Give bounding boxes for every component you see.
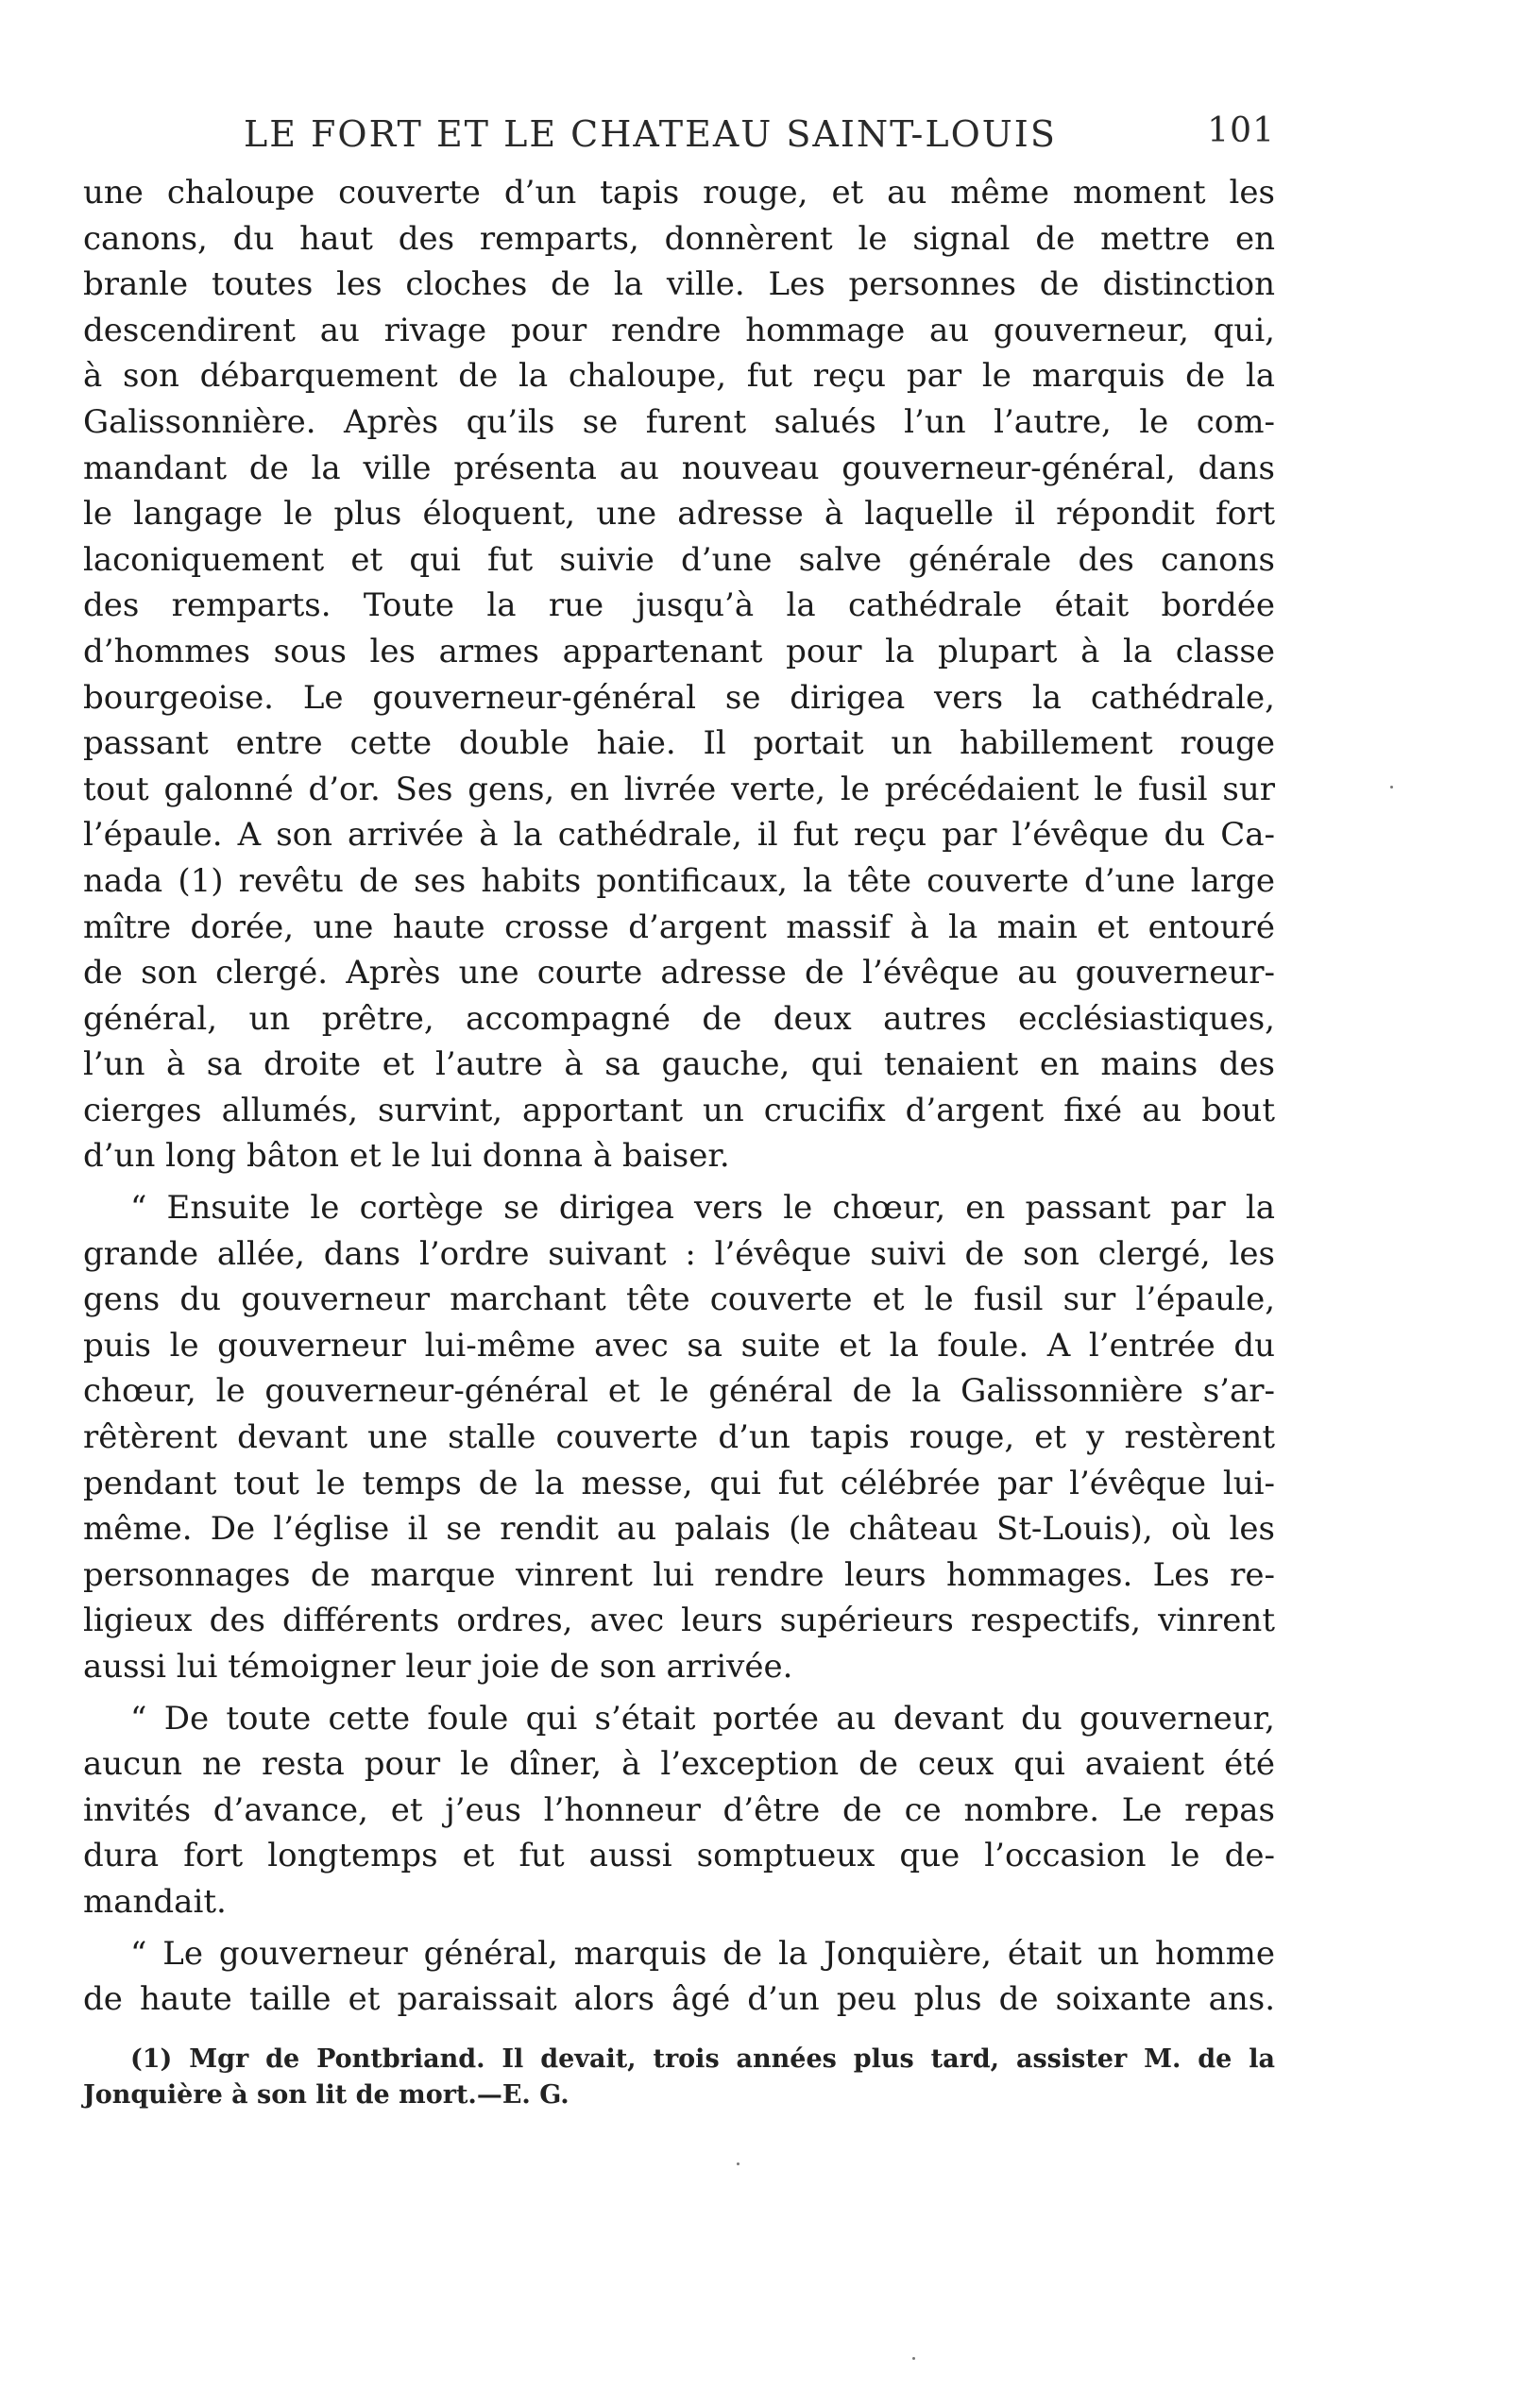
- text-line: d’hommes sous les armes appartenant pour la plupart à la classe: [83, 632, 1275, 670]
- scan-speck: [1390, 786, 1393, 789]
- page-number: 101: [1207, 111, 1275, 150]
- body-text: [83, 170, 1275, 2023]
- text-line: canons, du haut des remparts, donnèrent le signal de mettre en: [83, 219, 1275, 258]
- paragraph-2: [83, 1185, 1275, 1690]
- text-line: branle toutes les cloches de la ville. Les personnes de distinction: [83, 265, 1275, 304]
- text-line: rêtèrent devant une stalle couverte d’un tapis rouge, et y restèrent: [83, 1418, 1275, 1457]
- text-line: dura fort longtemps et fut aussi somptueux que l’occasion le de-: [83, 1837, 1275, 1875]
- running-title: LE FORT ET LE CHATEAU SAINT-LOUIS: [244, 113, 1057, 155]
- text-line: puis le gouverneur lui-même avec sa suite et la foule. A l’entrée du: [83, 1326, 1275, 1365]
- scan-speck: [912, 2357, 915, 2360]
- text-line: l’épaule. A son arrivée à la cathédrale, il fut reçu par l’évêque du Ca-: [83, 816, 1275, 855]
- text-line: des remparts. Toute la rue jusqu’à la cathédrale était bordée: [83, 586, 1275, 625]
- text-line: chœur, le gouverneur-général et le général de la Galissonnière s’ar-: [83, 1372, 1275, 1411]
- text-line: mandant de la ville présenta au nouveau gouverneur-général, dans: [83, 449, 1275, 487]
- text-line: laconiquement et qui fut suivie d’une salve générale des canons: [83, 540, 1275, 579]
- text-line: cierges allumés, survint, apportant un crucifix d’argent fixé au bout: [83, 1091, 1275, 1129]
- text-line: une chaloupe couverte d’un tapis rouge, et au même moment les: [83, 174, 1275, 212]
- text-line: nada (1) revêtu de ses habits pontificaux, la tête couverte d’une large: [83, 861, 1275, 900]
- text-line: personnages de marque vinrent lui rendre leurs hommages. Les re-: [83, 1555, 1275, 1594]
- text-line: mître dorée, une haute crosse d’argent massif à la main et entouré: [83, 907, 1275, 946]
- text-line: “ Le gouverneur général, marquis de la Jonquière, était un homme: [130, 1934, 1275, 1973]
- footnote: [83, 2042, 1275, 2113]
- text-line: mandait.: [83, 1882, 227, 1921]
- text-line: “ De toute cette foule qui s’était portée au devant du gouverneur,: [130, 1699, 1275, 1738]
- text-line: grande allée, dans l’ordre suivant : l’évêque suivi de son clergé, les: [83, 1234, 1275, 1273]
- text-line: pendant tout le temps de la messe, qui fut célébrée par l’évêque lui-: [83, 1464, 1275, 1502]
- footnote-line: (1) Mgr de Pontbriand. Il devait, trois années plus tard, assister M. de la: [130, 2043, 1275, 2074]
- text-line: général, un prêtre, accompagné de deux autres ecclésiastiques,: [83, 999, 1275, 1038]
- book-page: [83, 94, 1275, 2113]
- text-line: de haute taille et paraissait alors âgé d’un peu plus de soixante ans.: [83, 1980, 1275, 2019]
- text-line: aussi lui témoigner leur joie de son arrivée.: [83, 1648, 793, 1686]
- text-line: invités d’avance, et j’eus l’honneur d’être de ce nombre. Le repas: [83, 1790, 1275, 1829]
- paragraph-3: [83, 1696, 1275, 1925]
- text-line: bourgeoise. Le gouverneur-général se dirigea vers la cathédrale,: [83, 678, 1275, 717]
- text-line: de son clergé. Après une courte adresse de l’évêque au gouverneur-: [83, 954, 1275, 992]
- text-line: à son débarquement de la chaloupe, fut reçu par le marquis de la: [83, 357, 1275, 396]
- running-head: [83, 94, 1275, 170]
- text-line: l’un à sa droite et l’autre à sa gauche, qui tenaient en mains des: [83, 1045, 1275, 1084]
- text-line: ligieux des différents ordres, avec leurs supérieurs respectifs, vinrent: [83, 1602, 1275, 1640]
- text-line: descendirent au rivage pour rendre hommage au gouverneur, qui,: [83, 311, 1275, 349]
- footnote-line: Jonquière à son lit de mort.—E. G.: [83, 2079, 570, 2110]
- text-line: aucun ne resta pour le dîner, à l’exception de ceux qui avaient été: [83, 1745, 1275, 1784]
- text-line: gens du gouverneur marchant tête couverte et le fusil sur l’épaule,: [83, 1280, 1275, 1319]
- text-line: passant entre cette double haie. Il portait un habillement rouge: [83, 724, 1275, 763]
- text-line: d’un long bâton et le lui donna à baiser.: [83, 1137, 730, 1176]
- text-line: tout galonné d’or. Ses gens, en livrée verte, le précédaient le fusil sur: [83, 770, 1275, 808]
- scan-speck: [737, 2162, 740, 2165]
- text-line: le langage le plus éloquent, une adresse à laquelle il répondit fort: [83, 495, 1275, 534]
- text-line: “ Ensuite le cortège se dirigea vers le chœur, en passant par la: [130, 1189, 1275, 1228]
- paragraph-1: [83, 170, 1275, 1179]
- text-line: même. De l’église il se rendit au palais (le château St-Louis), où les: [83, 1510, 1275, 1549]
- paragraph-4: [83, 1931, 1275, 2023]
- text-line: Galissonnière. Après qu’ils se furent salués l’un l’autre, le com-: [83, 402, 1275, 441]
